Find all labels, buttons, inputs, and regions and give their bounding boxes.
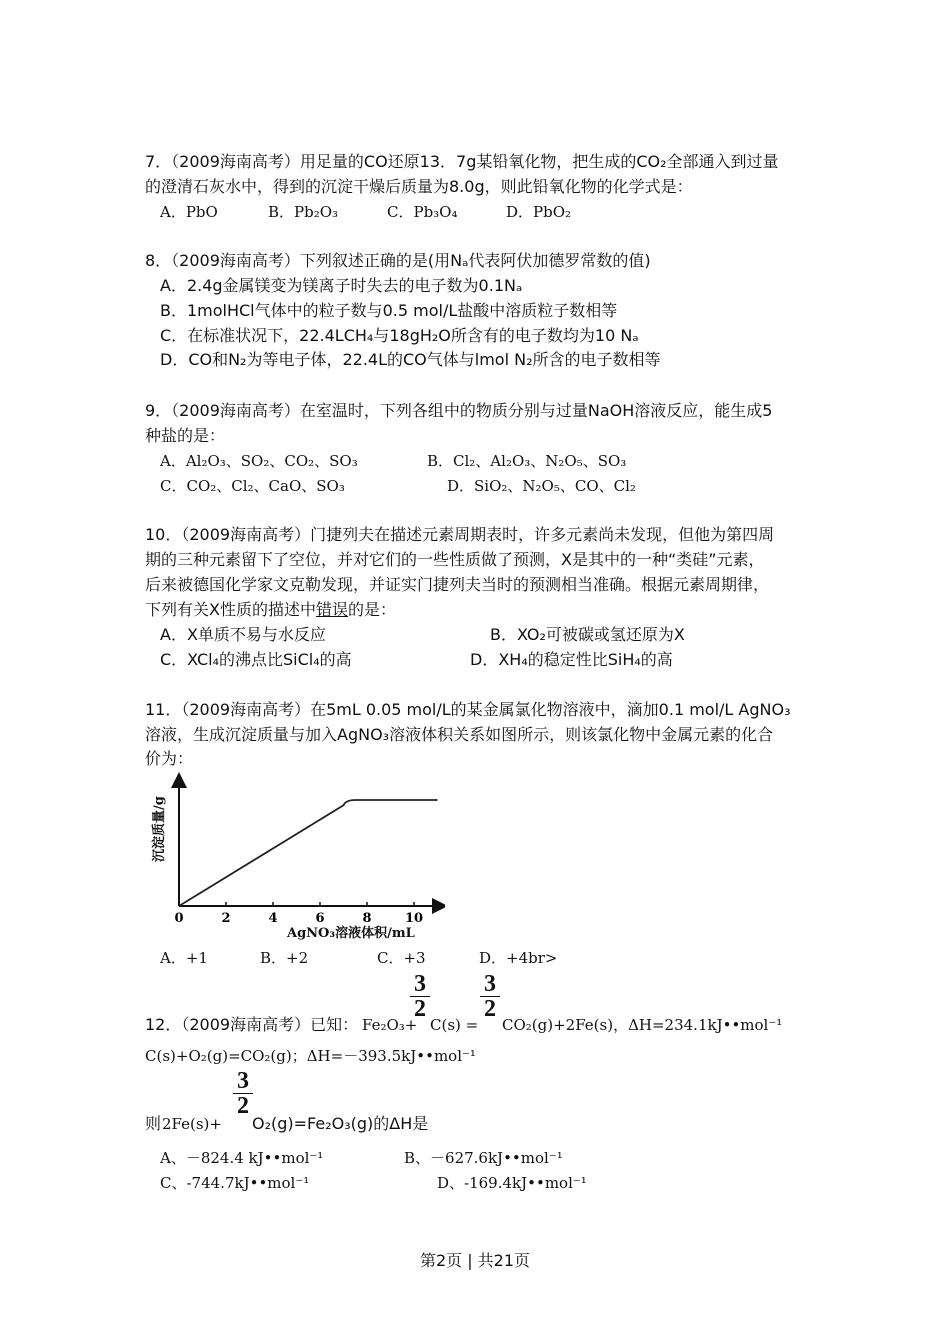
page-footer: 第2页 | 共21页 (419, 1251, 531, 1270)
q10-stem-line3: 后来被德国化学家文克勒发现，并证实门捷列夫当时的预测相当准确。根据元素周期律， (145, 575, 770, 594)
q12-eq2: C(s)+O₂(g)=CO₂(g)；ΔH=－393.5kJ••mol⁻¹ (145, 1047, 476, 1065)
fraction-denominator: 2 (237, 1093, 249, 1119)
q7-stem-line1: 7．（2009海南高考）用足量的CO还原13．7g某铅氧化物，把生成的CO₂全部通入到过量 (145, 152, 779, 171)
q9-option-c: C．CO₂、Cl₂、CaO、SO₃ (160, 477, 345, 495)
q11-option-d: D．+4br> (479, 949, 558, 967)
x-tick-label: 0 (174, 911, 184, 926)
precipitate-chart (145, 772, 445, 942)
q10-option-c: C．XCl₄的沸点比SiCl₄的高 (160, 650, 352, 669)
fraction-3-2 (410, 973, 430, 1020)
q12-eq1-part-b: C(s) = (430, 1016, 479, 1034)
q10-stem-line4-a: 下列有关X性质的描述中 (145, 600, 316, 619)
q8-option-a: A．2.4g金属镁变为镁离子时失去的电子数为0.1Nₐ (160, 276, 523, 295)
q11-option-c: C．+3 (377, 949, 426, 967)
q7-stem-line2: 的澄清石灰水中，得到的沉淀干燥后质量为8.0g，则此铅氧化物的化学式是： (145, 177, 693, 196)
q12-option-b: B、－627.6kJ••mol⁻¹ (404, 1149, 563, 1167)
q12-option-a: A、－824.4 kJ••mol⁻¹ (160, 1149, 324, 1167)
q10-stem-line4 (145, 600, 396, 620)
q12-eq3-part-b: 2Fe(s)+ (162, 1115, 222, 1133)
q10-option-a: A．X单质不易与水反应 (160, 625, 326, 644)
q12-eq3-part-c: O₂(g)=Fe₂O₃(g)的ΔH是 (252, 1114, 429, 1133)
q10-option-b: B．XO₂可被碳或氢还原为X (490, 625, 685, 644)
q7-option-d: D．PbO₂ (506, 203, 572, 221)
q12-stem: 12．（2009海南高考）已知： (145, 1015, 359, 1034)
fraction-numerator: 3 (414, 971, 426, 997)
x-axis-label: AgNO₃溶液体积/mL (287, 926, 415, 941)
fraction-3-2 (480, 973, 500, 1020)
q7-option-b: B．Pb₂O₃ (268, 203, 339, 221)
x-tick-label: 10 (404, 911, 424, 926)
fraction-denominator: 2 (414, 996, 426, 1022)
q7-option-c: C．Pb₃O₄ (387, 203, 458, 221)
q11-stem-line1: 11．（2009海南高考）在5mL 0.05 mol/L的某金属氯化物溶液中，滴加0.1 mol/L AgNO₃ (145, 700, 791, 719)
q10-stem-line1: 10．（2009海南高考）门捷列夫在描述元素周期表时，许多元素尚未发现，但他为第四周 (145, 525, 775, 544)
q10-stem-underlined: 错误 (315, 600, 348, 619)
x-tick-label: 6 (315, 911, 325, 926)
x-tick-label: 4 (268, 911, 278, 926)
q11-stem-line2: 溶液，生成沉淀质量与加入AgNO₃溶液体积关系如图所示，则该氯化物中金属元素的化合 (145, 725, 774, 744)
q12-option-d: D、-169.4kJ••mol⁻¹ (437, 1174, 587, 1192)
q8-option-d: D．CO和N₂为等电子体，22.4L的CO气体与lmol N₂所含的电子数相等 (160, 350, 661, 369)
q11-stem-line3: 价为： (145, 749, 194, 768)
q12-eq1-part-c: CO₂(g)+2Fe(s)，ΔH=234.1kJ••mol⁻¹ (502, 1016, 783, 1034)
q9-option-b: B．Cl₂、Al₂O₃、N₂O₅、SO₃ (427, 452, 627, 470)
q8-option-c: C．在标准状况下，22.4LCH₄与18gH₂O所含有的电子数均为10 Nₐ (160, 326, 639, 345)
q7-option-a: A．PbO (160, 203, 218, 221)
q8-stem: 8．（2009海南高考）下列叙述正确的是(用Nₐ代表阿伏加德罗常数的值) (145, 251, 651, 270)
series-line (179, 800, 438, 906)
q11-option-a: A．+1 (160, 949, 208, 967)
q12-eq3-part-a: 则 (145, 1114, 162, 1133)
fraction-numerator: 3 (484, 971, 496, 997)
q9-option-d: D．SiO₂、N₂O₅、CO、Cl₂ (447, 477, 636, 495)
q12-option-c: C、-744.7kJ••mol⁻¹ (160, 1174, 310, 1192)
q10-stem-line4-b: 的是： (347, 600, 396, 619)
q11-option-b: B．+2 (260, 949, 309, 967)
fraction-3-2 (233, 1070, 253, 1117)
q10-option-d: D．XH₄的稳定性比SiH₄的高 (470, 650, 673, 669)
q9-stem-line2: 种盐的是： (145, 426, 226, 445)
q9-stem-line1: 9．（2009海南高考）在室温时，下列各组中的物质分别与过量NaOH溶液反应，能生成5 (145, 401, 773, 420)
q12-eq1-part-a: Fe₂O₃+ (362, 1016, 418, 1034)
fraction-numerator: 3 (237, 1068, 249, 1094)
x-tick-label: 8 (362, 911, 372, 926)
x-tick-label: 2 (221, 911, 231, 926)
q8-option-b: B．1molHCl气体中的粒子数与0.5 mol/L盐酸中溶质粒子数相等 (160, 301, 618, 320)
q10-stem-line2: 期的三种元素留下了空位，并对它们的一些性质做了预测，X是其中的一种“类硅”元素， (145, 550, 765, 569)
y-axis-label: 沉淀质量/g (152, 796, 167, 862)
q9-option-a: A．Al₂O₃、SO₂、CO₂、SO₃ (160, 452, 358, 470)
fraction-denominator: 2 (484, 996, 496, 1022)
